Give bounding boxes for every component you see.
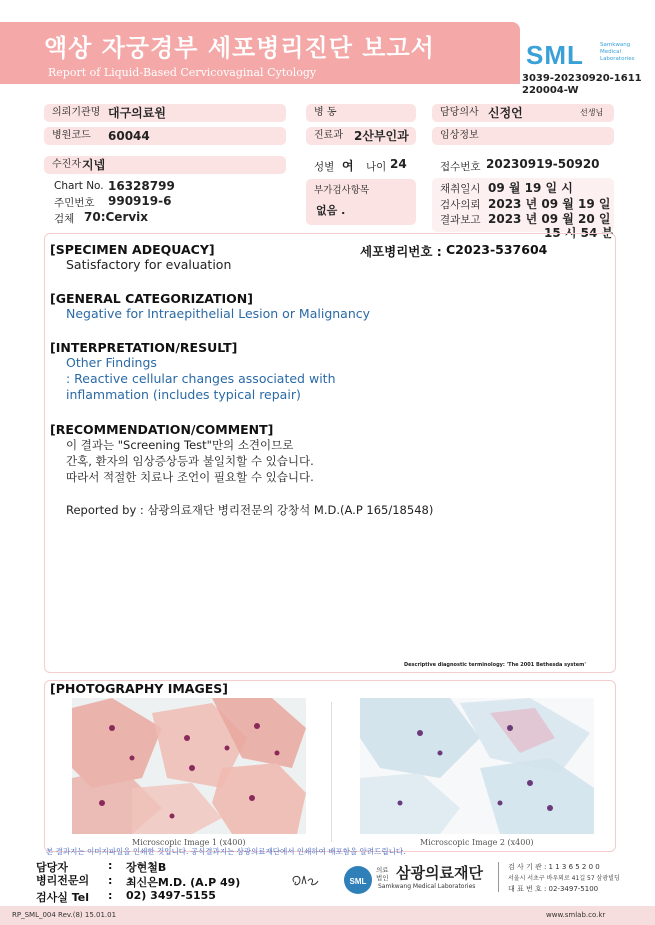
terminology-note: Descriptive diagnostic terminology: 'The 2001 Bethesda system' — [404, 662, 586, 668]
manager-label: 담당자 — [36, 861, 68, 874]
microscopic-image-2 — [360, 698, 594, 834]
extra-value: 없음 . — [316, 204, 346, 217]
age-label: 나이 — [366, 161, 387, 173]
hospital-value: 대구의료원 — [108, 106, 166, 120]
svg-text:SML: SML — [349, 877, 367, 886]
adequacy-text: Satisfactory for evaluation — [66, 257, 232, 272]
request-value: 2023 년 09 월 19 일 — [488, 197, 611, 211]
ward-field: 병 동 — [306, 104, 416, 122]
manager-colon: : — [108, 859, 113, 872]
signature — [288, 872, 328, 890]
representative-tel: 대 표 번 호 : 02-3497-5100 — [508, 885, 599, 893]
org-english: Samkwang Medical Laboratories — [378, 883, 476, 890]
pathologist-label: 병리전문의 — [36, 874, 90, 887]
sex-value: 여 — [342, 159, 354, 173]
microscopic-image-1 — [72, 698, 306, 834]
resident-label: 주민번호 — [54, 197, 95, 209]
photo-title: [PHOTOGRAPHY IMAGES] — [50, 681, 228, 696]
code-field: 병원코드 — [44, 127, 286, 145]
interp-line2: : Reactive cellular changes associated with — [66, 371, 336, 386]
pathologist-colon: : — [108, 874, 113, 887]
address: 서울시 서초구 바우뫼로 41길 57 삼광빌딩 — [508, 875, 620, 882]
logo-text: SML — [526, 40, 584, 70]
pathologist-value: 최신은M.D. (A.P 49) — [126, 876, 241, 889]
report-id: 3039-20230920-1611 220004-W — [522, 73, 642, 96]
institution-number: 검 사 기 관 : 1 1 3 6 5 2 0 0 — [508, 863, 600, 871]
photo-divider — [331, 702, 332, 842]
doctor-suffix: 선생님 — [580, 108, 604, 117]
clinical-field: 임상정보 — [432, 127, 614, 145]
result-time: 15 시 54 분 — [544, 226, 614, 240]
form-code: RP_SML_004 Rev.(8) 15.01.01 — [12, 911, 117, 919]
caption-2: Microscopic Image 2 (x400) — [420, 838, 534, 847]
adequacy-title: [SPECIMEN ADEQUACY] — [50, 242, 215, 257]
website: www.smlab.co.kr — [546, 911, 606, 919]
official-notice: 본 결과지는 이미지파일을 인쇄한 것입니다. 공식결과지는 삼광의료재단에서 인쇄하여 배포함을 알려드립니다. — [46, 847, 406, 856]
general-text: Negative for Intraepithelial Lesion or Malignancy — [66, 306, 371, 321]
name-value: 지넵 — [82, 158, 106, 172]
sml-logo — [526, 40, 646, 70]
report-title: 액상 자궁경부 세포병리진단 보고서 — [44, 34, 435, 62]
rec-line2: 간혹, 환자의 임상증상등과 불일치할 수 있습니다. — [66, 454, 314, 468]
accession-value: 20230919-50920 — [486, 157, 600, 171]
accession-label: 접수번호 — [440, 161, 481, 173]
report-subtitle: Report of Liquid-Based Cervicovaginal Cytology — [48, 66, 317, 79]
collect-value: 09 월 19 일 시 — [488, 181, 573, 195]
general-title: [GENERAL CATEGORIZATION] — [50, 291, 253, 306]
specimen-label: 검체 — [54, 213, 75, 225]
hospital-field: 의뢰기관명 — [44, 104, 286, 122]
dept-field: 진료과 — [306, 127, 416, 145]
tel-value: 02) 3497-5155 — [126, 889, 216, 902]
code-value: 60044 — [108, 129, 150, 143]
cyto-number-value: C2023-537604 — [446, 242, 548, 257]
tel-label: 검사실 Tel — [36, 891, 89, 904]
rec-line1: 이 결과는 "Screening Test"만의 소견이므로 — [66, 438, 294, 452]
chart-value: 16328799 — [108, 179, 175, 193]
resident-value: 990919-6 — [108, 194, 172, 208]
collect-label: 채취일시 — [440, 183, 481, 195]
name-field: 수진자 — [44, 156, 286, 174]
result-label: 결과보고 — [440, 214, 481, 226]
sex-label: 성별 — [314, 161, 335, 173]
age-value: 24 — [390, 157, 407, 171]
doctor-value: 신정언 — [488, 106, 523, 120]
result-value: 2023 년 09 월 20 일 — [488, 212, 611, 226]
logo-small-text: Samkwang Medical Laboratories — [600, 42, 635, 62]
specimen-value: 70:Cervix — [84, 210, 149, 224]
request-label: 검사의뢰 — [440, 199, 481, 211]
caption-1: Microscopic Image 1 (x400) — [132, 838, 246, 847]
interp-line1: Other Findings — [66, 355, 157, 370]
chart-label: Chart No. — [54, 180, 104, 192]
tel-colon: : — [108, 889, 113, 902]
extra-label: 부가검사항목 — [314, 185, 370, 196]
org-prefix: 의료 법인 — [376, 866, 389, 882]
manager-value: 장현철B — [126, 861, 167, 874]
cyto-number-label: 세포병리번호 : — [360, 244, 442, 259]
org-name: 삼광의료재단 — [396, 864, 483, 882]
interp-title: [INTERPRETATION/RESULT] — [50, 340, 238, 355]
footer-divider — [498, 862, 499, 892]
reported-by: Reported by : 삼광의료재단 병리전문의 강창석 M.D.(A.P 165/18548) — [66, 503, 434, 517]
interp-line3: inflammation (includes typical repair) — [66, 387, 301, 402]
foundation-logo-icon — [344, 866, 372, 894]
dept-value: 2산부인과 — [354, 129, 409, 143]
rec-line3: 따라서 적절한 치료나 조언이 필요할 수 있습니다. — [66, 470, 314, 484]
rec-title: [RECOMMENDATION/COMMENT] — [50, 422, 274, 437]
doctor-field: 담당의사 — [432, 104, 614, 122]
